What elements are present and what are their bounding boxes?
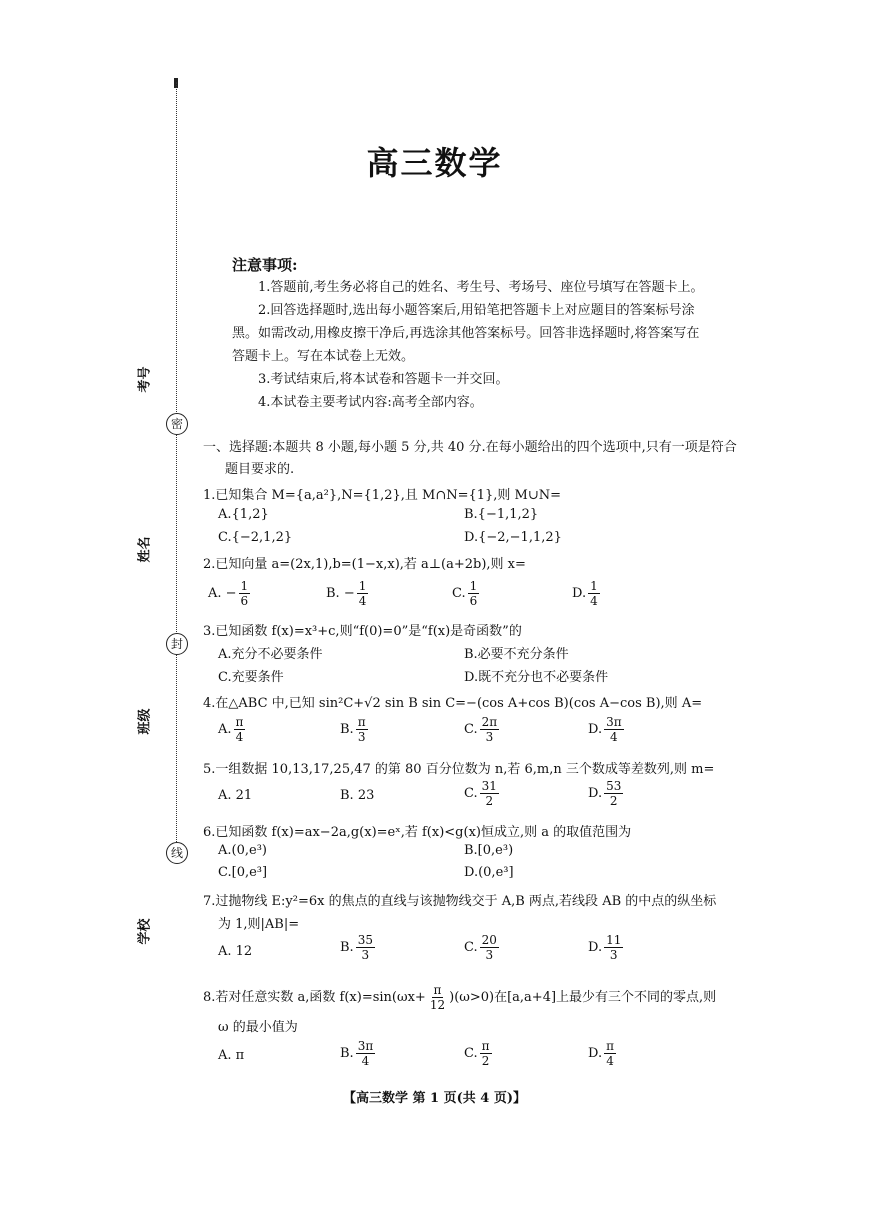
notice-item: 3.考试结束后,将本试卷和答题卡一并交回。 — [258, 372, 509, 387]
fraction: $\frac{1}{6}$ — [240, 579, 249, 608]
q1-option-b: B.{−1,1,2} — [464, 507, 539, 522]
question-6-stem: 6.已知函数 f(x)=ax−2a,g(x)=eˣ,若 f(x)<g(x)恒成立,则 a 的取值范围为 — [203, 825, 632, 840]
fraction: $\frac{\pi}{2}$ — [481, 1039, 490, 1068]
q3-option-a: A.充分不必要条件 — [218, 647, 323, 662]
fraction: $\frac{3\pi}{4}$ — [357, 1039, 374, 1068]
q4-option-d — [588, 716, 626, 743]
notice-item: 答题卡上。写在本试卷上无效。 — [232, 349, 415, 364]
question-7-stem: 7.过抛物线 E:y²=6x 的焦点的直线与该抛物线交于 A,B 两点,若线段 AB 的中点的纵坐标 — [203, 894, 717, 909]
fraction: $\frac{20}{3}$ — [481, 933, 497, 962]
fraction: $\frac{11}{3}$ — [606, 933, 622, 962]
q8-option-d — [588, 1040, 618, 1067]
q7-option-b — [340, 934, 377, 961]
q8-option-b — [340, 1040, 377, 1067]
binding-char-xian: 线 — [166, 842, 188, 864]
option-label: C. — [464, 1046, 478, 1061]
option-label: C. — [464, 722, 478, 737]
question-1-stem: 1.已知集合 M={a,a²},N={1,2},且 M∩N={1},则 M∪N= — [203, 488, 562, 503]
fraction: $\frac{1}{4}$ — [358, 579, 367, 608]
section-heading-line: 题目要求的. — [225, 462, 295, 477]
question-4-stem: 4.在△ABC 中,已知 sin²C+√2 sin B sin C=−(cos A+cos B)(cos A−cos B),则 A= — [203, 696, 703, 711]
q6-option-a: A.(0,e³) — [218, 843, 267, 858]
question-2-stem: 2.已知向量 a=(2x,1),b=(1−x,x),若 a⊥(a+2b),则 x= — [203, 557, 526, 572]
question-8-stem-cont: ω 的最小值为 — [218, 1020, 298, 1035]
side-label-school: 学校 — [137, 918, 153, 945]
question-5-stem: 5.一组数据 10,13,17,25,47 的第 80 百分位数为 n,若 6,m,n 三个数成等差数列,则 m= — [203, 762, 715, 777]
option-label: B. — [340, 1046, 354, 1061]
option-label: D. — [588, 722, 603, 737]
notice-item: 黑。如需改动,用橡皮擦干净后,再选涂其他答案标号。回答非选择题时,将答案写在 — [232, 326, 700, 341]
binding-char-mi: 密 — [166, 413, 188, 435]
section-heading — [203, 437, 783, 481]
option-label: D. — [588, 940, 603, 955]
option-label: A. — [218, 722, 232, 737]
q3-option-c: C.充要条件 — [218, 670, 284, 685]
side-label-name: 姓名 — [137, 536, 153, 563]
side-label-class: 班级 — [137, 708, 153, 735]
q1-option-a: A.{1,2} — [218, 507, 269, 522]
fraction: $\frac{\pi}{4}$ — [606, 1039, 614, 1068]
option-label: B. − — [326, 586, 355, 601]
stem-part: 8.若对任意实数 a,函数 f(x)=sin(ωx+ — [203, 990, 426, 1005]
question-8-stem — [203, 984, 716, 1011]
question-7-stem-cont: 为 1,则|AB|= — [218, 917, 300, 932]
notice-item: 2.回答选择题时,选出每小题答案后,用铅笔把答题卡上对应题目的答案标号涂 — [258, 303, 695, 318]
notice-item: 1.答题前,考生务必将自己的姓名、考生号、考场号、座位号填写在答题卡上。 — [258, 280, 704, 295]
q5-option-c — [464, 780, 501, 807]
question-3-stem: 3.已知函数 f(x)=x³+c,则“f(0)=0”是“f(x)是奇函数”的 — [203, 624, 522, 639]
fraction: $\frac{31}{2}$ — [481, 779, 497, 808]
option-label: C. — [452, 586, 466, 601]
option-label: B. — [340, 722, 354, 737]
q4-option-a — [218, 716, 247, 743]
fraction: $\frac{1}{6}$ — [469, 579, 478, 608]
option-label: B. — [340, 940, 354, 955]
option-label: D. — [572, 586, 587, 601]
fraction: $\frac{2\pi}{3}$ — [481, 715, 498, 744]
page-footer: 【高三数学 第 1 页(共 4 页)】 — [342, 1091, 527, 1106]
q2-option-d — [572, 580, 602, 607]
option-label: D. — [588, 1046, 603, 1061]
q1-option-c: C.{−2,1,2} — [218, 530, 293, 545]
q8-option-a: A. π — [218, 1048, 245, 1063]
q7-option-a: A. 12 — [218, 944, 253, 959]
q7-option-d — [588, 934, 625, 961]
notice-heading: 注意事项: — [232, 256, 298, 274]
option-label: D. — [588, 786, 603, 801]
q2-option-a — [208, 580, 252, 607]
option-label: A. − — [208, 586, 237, 601]
fraction: $\frac{35}{3}$ — [357, 933, 373, 962]
q4-option-b — [340, 716, 370, 743]
notice-item: 4.本试卷主要考试内容:高考全部内容。 — [258, 395, 483, 410]
option-label: C. — [464, 786, 478, 801]
q8-option-c — [464, 1040, 494, 1067]
q5-option-a: A. 21 — [218, 788, 253, 803]
q2-option-b — [326, 580, 370, 607]
q5-option-b: B. 23 — [340, 788, 375, 803]
q7-option-c — [464, 934, 501, 961]
q3-option-d: D.既不充分也不必要条件 — [464, 670, 609, 685]
q3-option-b: B.必要不充分条件 — [464, 647, 569, 662]
side-label-exam-number: 考号 — [137, 366, 153, 393]
q6-option-b: B.[0,e³) — [464, 843, 514, 858]
fraction: $\frac{\pi}{3}$ — [357, 715, 366, 744]
binding-line — [176, 82, 177, 860]
q4-option-c — [464, 716, 501, 743]
fraction: $\frac{53}{2}$ — [606, 779, 622, 808]
notice-block — [232, 276, 742, 414]
q6-option-c: C.[0,e³] — [218, 865, 268, 880]
fraction: $\frac{\pi}{12}$ — [429, 983, 446, 1012]
fraction: $\frac{1}{4}$ — [590, 579, 598, 608]
q5-option-d — [588, 780, 625, 807]
fraction: $\frac{3\pi}{4}$ — [606, 715, 622, 744]
binding-char-feng: 封 — [166, 633, 188, 655]
q6-option-d: D.(0,e³] — [464, 865, 514, 880]
exam-title: 高三数学 — [366, 144, 503, 182]
section-heading-line: 一、选择题:本题共 8 小题,每小题 5 分,共 40 分.在每小题给出的四个选项中,只有一项是符合 — [203, 440, 737, 455]
q2-option-c — [452, 580, 481, 607]
fraction: $\frac{\pi}{4}$ — [235, 715, 244, 744]
stem-part: )(ω>0)在[a,a+4]上最少有三个不同的零点,则 — [449, 990, 717, 1005]
q1-option-d: D.{−2,−1,1,2} — [464, 530, 562, 545]
option-label: C. — [464, 940, 478, 955]
